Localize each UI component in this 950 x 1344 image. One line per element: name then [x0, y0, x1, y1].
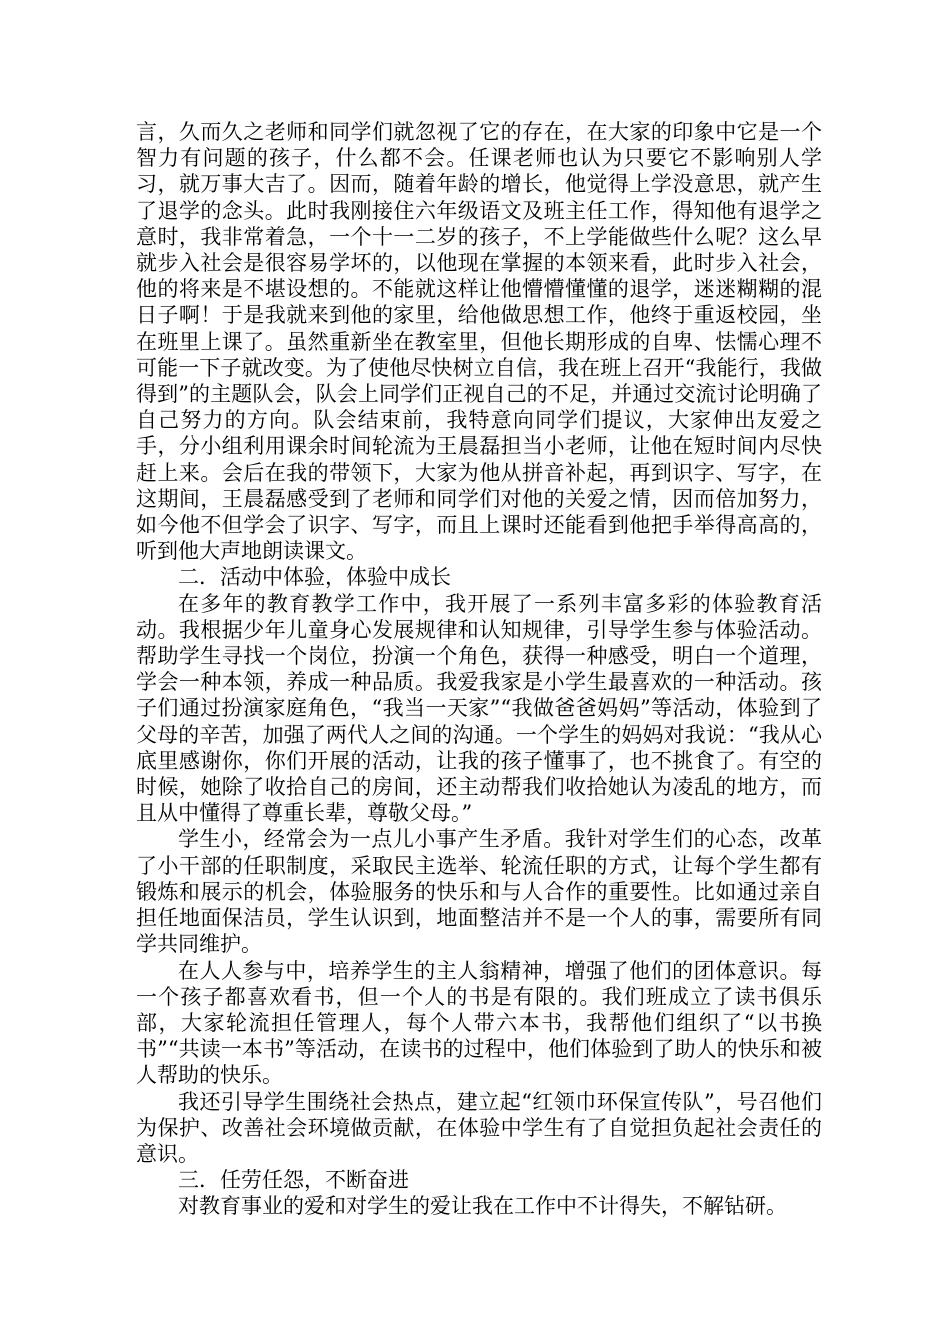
paragraph-dedication: 对教育事业的爱和对学生的爱让我在工作中不计得失，不解钻研。 — [178, 1194, 787, 1219]
paragraph-experience-activities: 在多年的教育教学工作中，我开展了一系列丰富多彩的体验教育活动。我根据少年儿童身心发展规律和认知规律，引导学生参与体验活动。帮助学生寻找一个岗位，扮演一个角色，获得一种感受，明白一个道理，学会一种本领，养成一种品质。我爱我家是小学生最喜欢的一种活动。孩子们通过扮演家庭角色，“我当一天家”“我做爸爸妈妈”等活动，体验到了父母的辛苦，加强了两代人之间的沟通。一个学生的妈妈对我说：“我从心底里感谢你，你们开展的活动，让我的孩子懂事了，也不挑食了。有空的时候，她除了收拾自己的房间，还主动帮我们收拾她认为凌乱的地方，而且从中懂得了尊重长辈，尊敬父母。” — [136, 591, 822, 826]
section-heading-3: 三．任劳任怨，不断奋进 — [178, 1168, 409, 1193]
document-page — [136, 119, 822, 1220]
paragraph-student-cadres: 学生小，经常会为一点儿小事产生矛盾。我针对学生们的心态，改革了小干部的任职制度，采取民主选举、轮流任职的方式，让每个学生都有锻炼和展示的机会，体验服务的快乐和与人合作的重要性。比如通过亲自担任地面保洁员，学生认识到，地面整洁并不是一个人的事，需要所有同学共同维护。 — [136, 827, 822, 957]
paragraph-environment-team: 我还引导学生围绕社会热点，建立起“红领巾环保宣传队”，号召他们为保护、改善社会环境做贡献，在体验中学生有了自觉担负起社会责任的意识。 — [136, 1089, 822, 1166]
paragraph-reading-club: 在人人参与中，培养学生的主人翁精神，增强了他们的团体意识。每一个孩子都喜欢看书，但一个人的书是有限的。我们班成立了读书俱乐部，大家轮流担任管理人，每个人带六本书，我帮他们组织了“以书换书”“共读一本书”等活动，在读书的过程中，他们体验到了助人的快乐和被人帮助的快乐。 — [136, 958, 822, 1088]
paragraph-continuation: 言，久而久之老师和同学们就忽视了它的存在，在大家的印象中它是一个智力有问题的孩子，什么都不会。任课老师也认为只要它不影响别人学习，就万事大吉了。因而，随着年龄的增长，他觉得上学没意思，就产生了退学的念头。此时我刚接住六年级语文及班主任工作，得知他有退学之意时，我非常着急，一个十一二岁的孩子，不上学能做些什么呢？这么早就步入社会是很容易学坏的，以他现在掌握的本领来看，此时步入社会，他的将来是不堪设想的。不能就这样让他懵懵懂懂的退学，迷迷糊糊的混日子啊！于是我就来到他的家里，给他做思想工作，他终于重返校园，坐在班里上课了。虽然重新坐在教室里，但他长期形成的自卑、怯懦心理不可能一下子就改变。为了使他尽快树立自信，我在班上召开“我能行，我做得到”的主题队会，队会上同学们正视自己的不足，并通过交流讨论明确了自己努力的方向。队会结束前，我特意向同学们提议，大家伸出友爱之手，分小组利用课余时间轮流为王晨磊担当小老师，让他在短时间内尽快赶上来。会后在我的带领下，大家为他从拼音补起，再到识字、写字，在这期间，王晨磊感受到了老师和同学们对他的关爱之情，因而倍加努力，如今他不但学会了识字、写字，而且上课时还能看到他把手举得高高的，听到他大声地朗读课文。 — [136, 120, 822, 564]
section-heading-2: 二．活动中体验，体验中成长 — [178, 565, 451, 590]
